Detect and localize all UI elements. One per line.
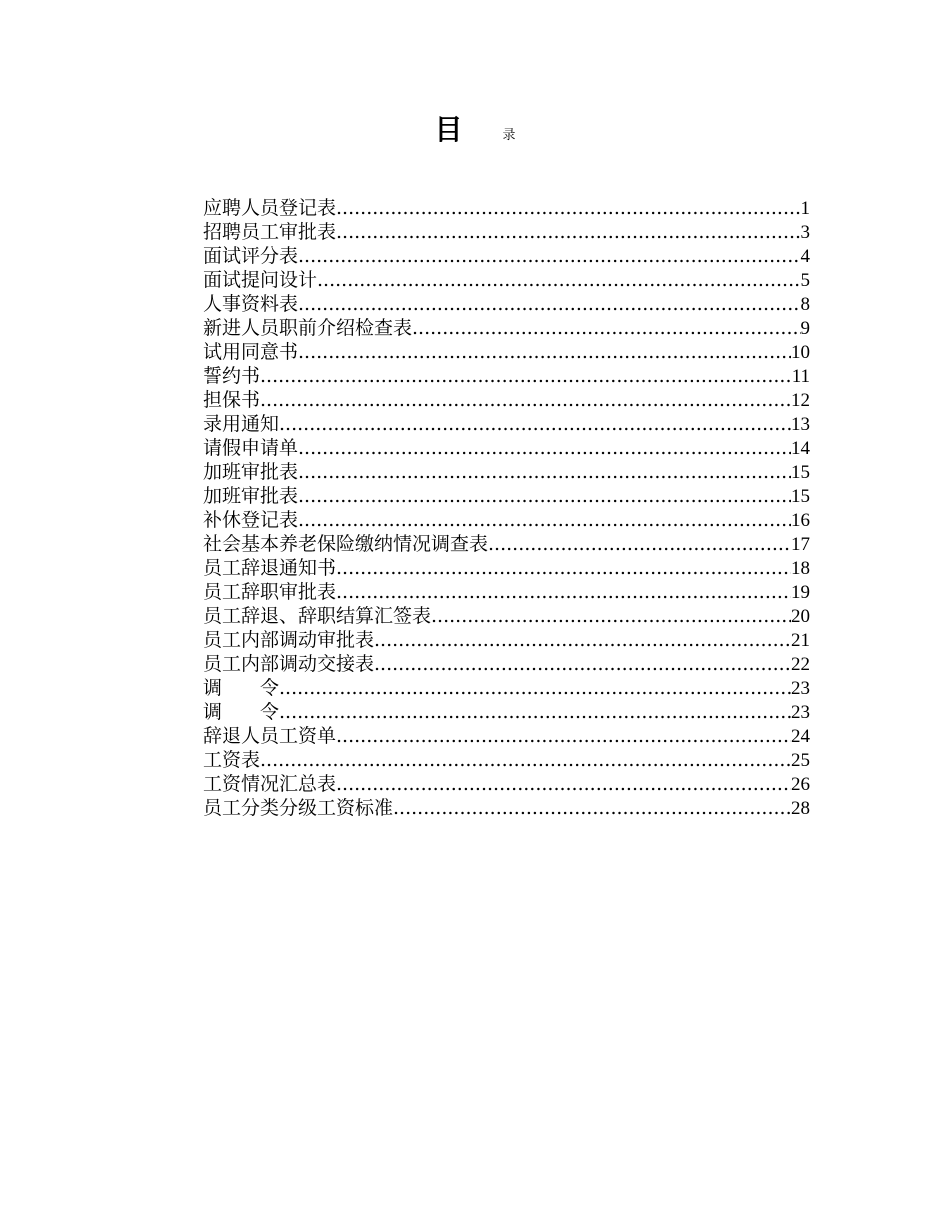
toc-entry-label: 请假申请单 [203,437,299,459]
toc-entry-page-number: 13 [791,414,810,435]
toc-dot-leader [298,508,791,532]
toc-entry-label: 社会基本养老保险缴纳情况调查表 [203,533,489,555]
toc-entry-page-number: 18 [791,558,810,579]
toc-entry-page-number: 5 [800,270,810,291]
toc-dot-leader [298,244,800,268]
toc-dot-leader [431,604,791,628]
toc-entry-label: 员工内部调动审批表 [203,629,375,651]
toc-dot-leader [374,628,791,652]
toc-entry-page-number: 11 [791,366,810,387]
toc-entry[interactable] [203,508,810,532]
toc-dot-leader [336,580,791,604]
toc-entry[interactable] [203,796,810,820]
toc-entry[interactable] [203,484,810,508]
toc-entry-label: 加班审批表 [203,461,299,483]
toc-entry-label: 担保书 [203,389,261,411]
toc-entry-page-number: 26 [791,774,810,795]
toc-dot-leader [336,724,791,748]
toc-entry-label: 员工内部调动交接表 [203,653,375,675]
toc-entry-label: 面试评分表 [203,245,299,267]
toc-entry-page-number: 16 [791,510,810,531]
toc-heading-main: 目 [434,113,463,146]
toc-heading [0,108,950,148]
toc-dot-leader [336,772,791,796]
toc-entry-label: 加班审批表 [203,485,299,507]
toc-entry[interactable] [203,652,810,676]
toc-dot-leader [488,532,791,556]
toc-entry-page-number: 12 [791,390,810,411]
toc-entry-page-number: 22 [791,654,810,675]
toc-entry-label: 辞退人员工资单 [203,725,337,747]
toc-entry[interactable] [203,388,810,412]
table-of-contents [203,196,810,820]
toc-dot-leader [260,364,792,388]
toc-heading-sub: 录 [502,128,516,143]
toc-entry[interactable] [203,268,810,292]
toc-entry-label: 工资情况汇总表 [203,773,337,795]
toc-entry-label: 员工分类分级工资标准 [203,797,394,819]
toc-dot-leader [279,676,791,700]
toc-entry[interactable] [203,580,810,604]
toc-entry[interactable] [203,244,810,268]
toc-entry-page-number: 20 [791,606,810,627]
toc-dot-leader [317,268,800,292]
toc-dot-leader [298,436,791,460]
toc-entry[interactable] [203,724,810,748]
toc-entry[interactable] [203,772,810,796]
toc-entry-label: 员工辞职审批表 [203,581,337,603]
toc-entry-page-number: 9 [800,318,810,339]
toc-entry-page-number: 10 [791,342,810,363]
toc-entry[interactable] [203,292,810,316]
toc-entry-label: 员工辞退通知书 [203,557,337,579]
toc-entry[interactable] [203,364,810,388]
toc-entry[interactable] [203,196,810,220]
toc-entry-page-number: 15 [791,462,810,483]
toc-entry[interactable] [203,628,810,652]
toc-entry-page-number: 3 [800,222,810,243]
toc-dot-leader [298,340,791,364]
toc-entry[interactable] [203,532,810,556]
toc-entry-label: 录用通知 [203,413,280,435]
toc-entry[interactable] [203,340,810,364]
toc-entry-page-number: 19 [791,582,810,603]
toc-entry[interactable] [203,412,810,436]
toc-dot-leader [412,316,800,340]
toc-entry[interactable] [203,436,810,460]
toc-entry-page-number: 28 [791,798,810,819]
toc-entry[interactable] [203,604,810,628]
toc-entry[interactable] [203,700,810,724]
toc-entry-page-number: 23 [791,678,810,699]
toc-entry-label: 试用同意书 [203,341,299,363]
toc-entry-page-number: 4 [800,246,810,267]
toc-entry[interactable] [203,316,810,340]
toc-entry-label: 补休登记表 [203,509,299,531]
toc-entry-page-number: 8 [800,294,810,315]
toc-dot-leader [298,460,791,484]
toc-dot-leader [336,556,791,580]
toc-dot-leader [260,748,791,772]
toc-entry-page-number: 15 [791,486,810,507]
toc-entry-page-number: 25 [791,750,810,771]
toc-entry-label: 工资表 [203,749,261,771]
toc-entry[interactable] [203,556,810,580]
toc-entry-label: 面试提问设计 [203,269,318,291]
toc-dot-leader [298,484,791,508]
toc-entry-label: 人事资料表 [203,293,299,315]
toc-entry-page-number: 21 [791,630,810,651]
toc-entry-label: 调 令 [203,701,280,723]
toc-dot-leader [260,388,791,412]
toc-dot-leader [336,220,800,244]
toc-entry-label: 新进人员职前介绍检查表 [203,317,413,339]
toc-entry-page-number: 1 [800,198,810,219]
toc-entry-page-number: 17 [791,534,810,555]
toc-entry-label: 调 令 [203,677,280,699]
toc-entry-label: 员工辞退、辞职结算汇签表 [203,605,432,627]
toc-dot-leader [279,700,791,724]
toc-dot-leader [298,292,800,316]
toc-entry-page-number: 23 [791,702,810,723]
toc-entry[interactable] [203,676,810,700]
toc-entry-label: 誓约书 [203,365,261,387]
toc-entry-page-number: 24 [791,726,810,747]
toc-entry[interactable] [203,748,810,772]
toc-dot-leader [393,796,791,820]
toc-entry-label: 应聘人员登记表 [203,197,337,219]
toc-entry[interactable] [203,220,810,244]
toc-dot-leader [374,652,791,676]
toc-dot-leader [336,196,800,220]
toc-entry[interactable] [203,460,810,484]
toc-entry-page-number: 14 [791,438,810,459]
toc-entry-label: 招聘员工审批表 [203,221,337,243]
toc-dot-leader [279,412,791,436]
